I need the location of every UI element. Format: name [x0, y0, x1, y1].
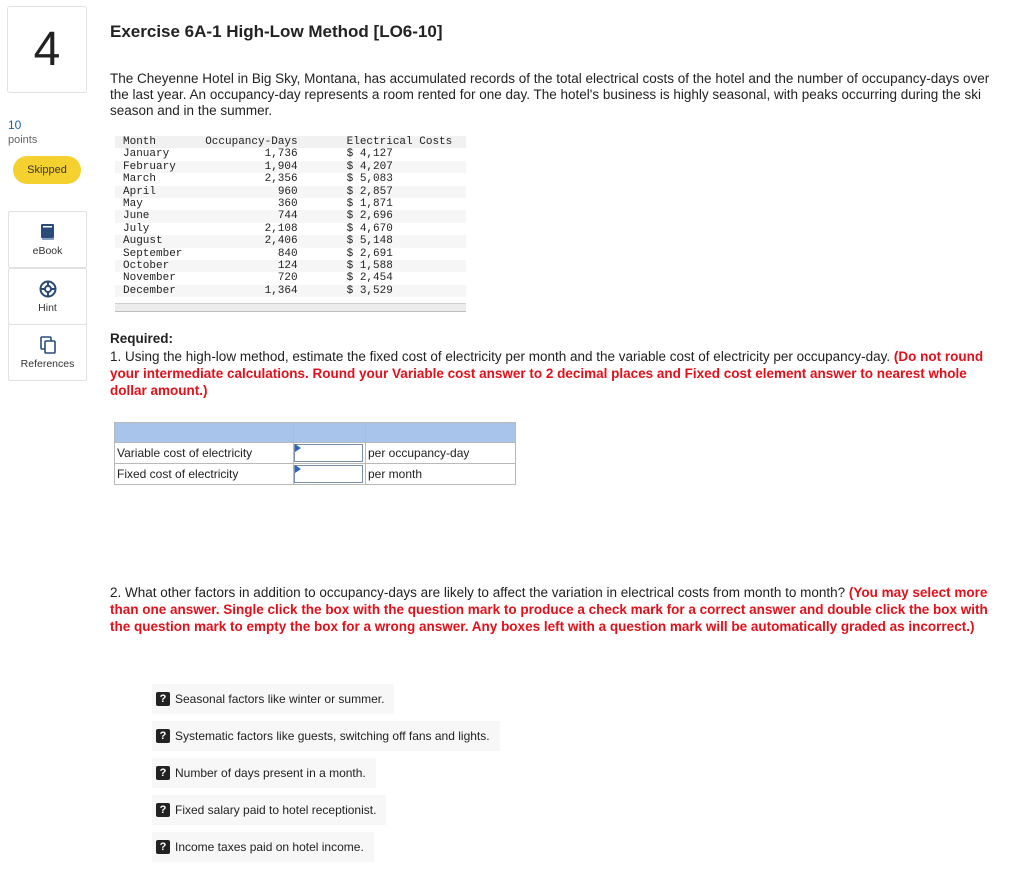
cost-cell: $ 3,529: [306, 285, 466, 297]
hint-label: Hint: [38, 301, 57, 314]
cost-cell: $ 1,588: [306, 260, 466, 272]
occupancy-cell: 1,736: [193, 148, 305, 160]
month-cell: May: [115, 198, 193, 210]
references-label: References: [20, 357, 75, 370]
question-mark-checkbox[interactable]: ?: [156, 840, 170, 854]
table-row: [115, 148, 466, 160]
cost-cell: $ 4,670: [306, 223, 466, 235]
q1-instruction: (Do not round your intermediate calculations. Round your Variable cost answer to 2 decimal places and Fixed cost element answer to nearest whole dollar amount.): [110, 349, 984, 398]
header-occupancy-days: Occupancy-Days: [193, 136, 305, 148]
table-row: [115, 186, 466, 198]
cost-cell: $ 5,083: [306, 173, 466, 185]
table-row: [115, 223, 466, 235]
variable-cost-label: Variable cost of electricity: [115, 443, 294, 464]
table-row: [115, 260, 466, 272]
occupancy-cell: 1,364: [193, 285, 305, 297]
question-mark-checkbox[interactable]: ?: [156, 729, 170, 743]
cost-cell: $ 2,454: [306, 272, 466, 284]
month-cell: January: [115, 148, 193, 160]
table-footer-bar: [115, 303, 466, 312]
question-number: 4: [33, 23, 61, 76]
occupancy-cell: 2,406: [193, 235, 305, 247]
option-fixed-salary[interactable]: [152, 795, 386, 825]
cost-cell: $ 2,857: [306, 186, 466, 198]
month-cell: February: [115, 161, 193, 173]
month-cell: April: [115, 186, 193, 198]
occupancy-cell: 744: [193, 210, 305, 222]
required-question-1: [110, 348, 990, 399]
month-cell: November: [115, 272, 193, 284]
question-sidebar: [0, 0, 90, 880]
lifebuoy-icon: [38, 280, 58, 298]
month-cell: July: [115, 223, 193, 235]
occupancy-cell: 840: [193, 248, 305, 260]
table-row: [115, 173, 466, 185]
option-days-in-month[interactable]: [152, 758, 376, 788]
answer-table-header: [115, 423, 516, 443]
occupancy-cell: 360: [193, 198, 305, 210]
variable-cost-input[interactable]: [294, 444, 363, 462]
option-systematic[interactable]: [152, 721, 500, 751]
exercise-title: Exercise 6A-1 High-Low Method [LO6-10]: [110, 22, 443, 41]
occupancy-cell: 2,356: [193, 173, 305, 185]
book-icon: [38, 223, 58, 241]
table-row: [115, 248, 466, 260]
cost-cell: $ 1,871: [306, 198, 466, 210]
answer-table: [114, 422, 516, 485]
month-cell: September: [115, 248, 193, 260]
table-row: [115, 443, 516, 464]
required-heading: Required:: [110, 331, 174, 346]
cost-cell: $ 2,696: [306, 210, 466, 222]
table-row: [115, 198, 466, 210]
option-label: Seasonal factors like winter or summer.: [175, 692, 385, 706]
variable-cost-cell: [294, 443, 366, 464]
table-row: [115, 464, 516, 485]
month-cell: October: [115, 260, 193, 272]
occupancy-cell: 2,108: [193, 223, 305, 235]
option-label: Number of days present in a month.: [175, 766, 366, 780]
cost-cell: $ 4,127: [306, 148, 466, 160]
question-mark-checkbox[interactable]: ?: [156, 692, 170, 706]
question-mark-checkbox[interactable]: ?: [156, 803, 170, 817]
exercise-intro: The Cheyenne Hotel in Big Sky, Montana, has accumulated records of the total electrical costs of the hotel and the number of occupancy-days over the last year. An occupancy-day represents a room rented for one day. The hotel's business is highly seasonal, with peaks occurring during the ski season and in the summer.: [110, 71, 990, 118]
option-income-taxes[interactable]: [152, 832, 374, 862]
points-value: 10: [8, 118, 22, 132]
occupancy-cell: 720: [193, 272, 305, 284]
ebook-label: eBook: [32, 244, 63, 257]
q2-instruction: (You may select more than one answer. Single click the box with the question mark to produce a check mark for a correct answer and double click the box with the question mark to empty the box for a wrong answer. Any boxes left with a question mark will be automatically graded as incorrect.): [110, 585, 988, 634]
status-badge: Skipped: [13, 156, 81, 184]
option-seasonal[interactable]: [152, 684, 394, 714]
month-cell: March: [115, 173, 193, 185]
option-label: Fixed salary paid to hotel receptionist.: [175, 803, 377, 817]
references-button[interactable]: [8, 324, 87, 381]
question-number-box: [7, 6, 87, 93]
flag-icon: [295, 465, 301, 473]
q2-text: 2. What other factors in addition to occupancy-days are likely to affect the variation in electrical costs from month to month?: [110, 585, 846, 600]
fixed-cost-label: Fixed cost of electricity: [115, 464, 294, 485]
occupancy-cell: 1,904: [193, 161, 305, 173]
option-label: Systematic factors like guests, switching off fans and lights.: [175, 729, 490, 743]
fixed-cost-cell: [294, 464, 366, 485]
flag-icon: [295, 444, 301, 452]
month-cell: June: [115, 210, 193, 222]
table-row: [115, 272, 466, 284]
ebook-button[interactable]: [8, 211, 87, 268]
occupancy-cell: 960: [193, 186, 305, 198]
month-cell: December: [115, 285, 193, 297]
month-cell: August: [115, 235, 193, 247]
table-row: [115, 210, 466, 222]
question-2: [110, 584, 990, 635]
header-electrical-costs: Electrical Costs: [306, 136, 466, 148]
fixed-cost-unit: per month: [366, 464, 516, 485]
header-month: Month: [115, 136, 193, 148]
q1-text: 1. Using the high-low method, estimate the fixed cost of electricity per month and the variable cost of electricity per occupancy-day.: [110, 349, 891, 364]
table-row: [115, 161, 466, 173]
option-label: Income taxes paid on hotel income.: [175, 840, 364, 854]
data-table-container: [115, 136, 466, 312]
data-table: [115, 136, 466, 297]
variable-cost-unit: per occupancy-day: [366, 443, 516, 464]
occupancy-cell: 124: [193, 260, 305, 272]
hint-button[interactable]: [8, 268, 87, 325]
points-label: points: [8, 134, 38, 146]
table-row: [115, 235, 466, 247]
copy-icon: [38, 336, 58, 354]
fixed-cost-input[interactable]: [294, 465, 363, 483]
cost-cell: $ 4,207: [306, 161, 466, 173]
cost-cell: $ 2,691: [306, 248, 466, 260]
question-mark-checkbox[interactable]: ?: [156, 766, 170, 780]
table-row: [115, 285, 466, 297]
cost-cell: $ 5,148: [306, 235, 466, 247]
